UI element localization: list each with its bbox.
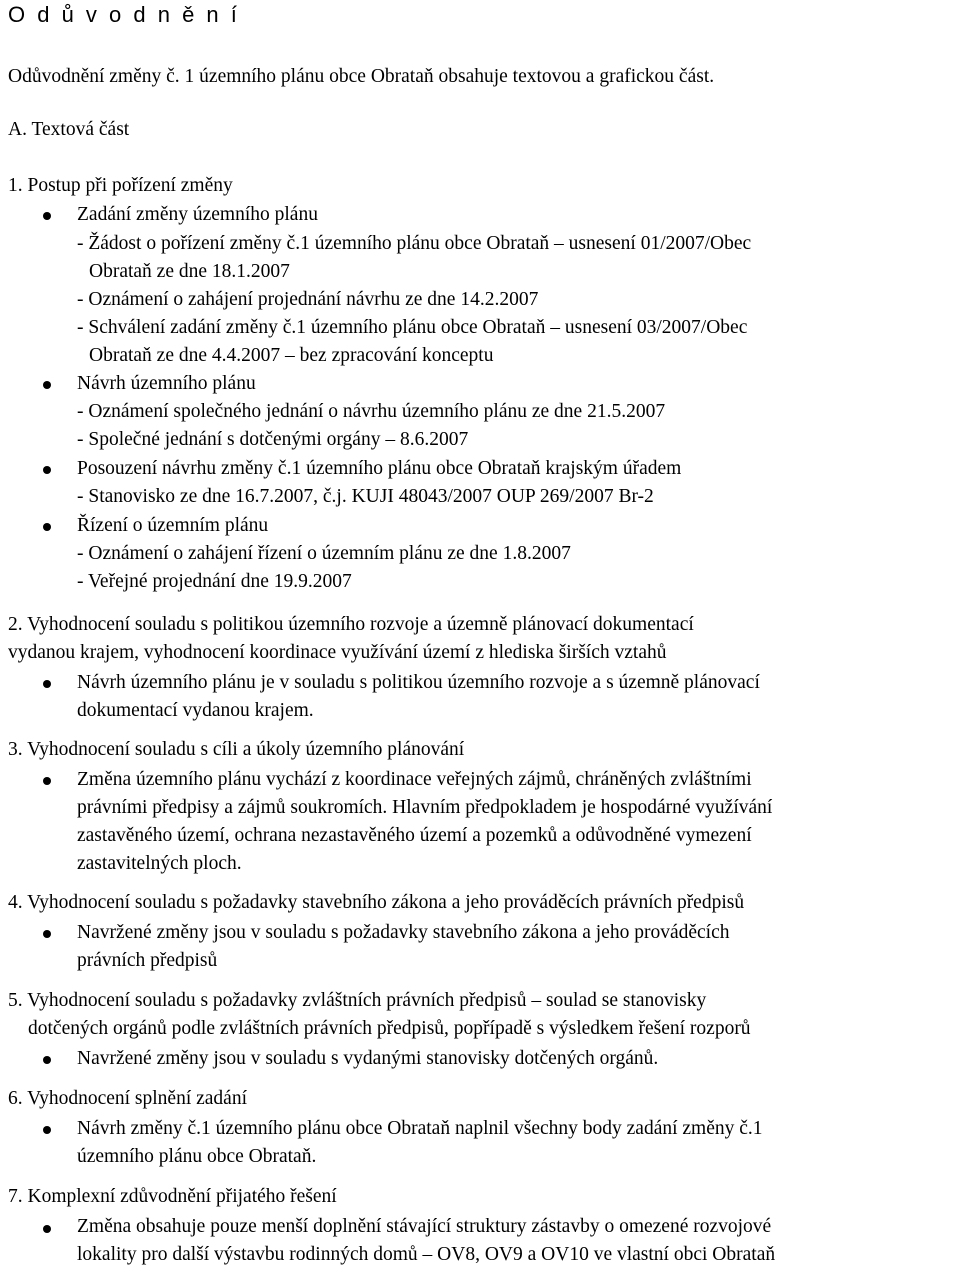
s1-b1-line-5: Obrataň ze dne 4.4.2007 – bez zpracování konceptu [89,345,494,366]
s6-bullet-line-2: územního plánu obce Obrataň. [77,1146,317,1167]
section-4-heading: 4. Vyhodnocení souladu s požadavky stavebního zákona a jeho prováděcích právních předpisů [8,892,745,913]
section-5-heading: 5. Vyhodnocení souladu s požadavky zvláštních právních předpisů – soulad se stanovisky [8,990,707,1011]
s1-b1-line-4: - Schválení zadání změny č.1 územního plánu obce Obrataň – usnesení 03/2007/Obec [77,317,748,338]
section-3-heading: 3. Vyhodnocení souladu s cíli a úkoly územního plánování [8,739,465,760]
s1-b1-line-1: - Žádost o pořízení změny č.1 územního plánu obce Obrataň – usnesení 01/2007/Obec [77,233,752,254]
s7-bullet-line-2: lokality pro další výstavbu rodinných domů – OV8, OV9 a OV10 ve vlastní obci Obrataň [77,1244,776,1265]
s3-bullet-line-2: právními předpisy a zájmů soukromích. Hlavním předpokladem je hospodárné využívání [77,797,773,818]
bullet-icon [43,930,51,938]
s1-b2-line-1: - Oznámení společného jednání o návrhu územního plánu ze dne 21.5.2007 [77,401,666,422]
bullet-icon [43,1126,51,1134]
section-7-heading: 7. Komplexní zdůvodnění přijatého řešení [8,1186,337,1207]
bullet-icon [43,1056,51,1064]
bullet-icon [43,680,51,688]
part-a-heading: A. Textová část [8,119,130,140]
s1-bullet-1: Zadání změny územního plánu [77,204,318,225]
s1-b4-line-2: - Veřejné projednání dne 19.9.2007 [77,571,352,592]
section-2-heading-cont: vydanou krajem, vyhodnocení koordinace využívání území z hlediska širších vztahů [8,642,667,663]
s1-bullet-2: Návrh územního plánu [77,373,256,394]
s2-bullet-line-1: Návrh územního plánu je v souladu s politikou územního rozvoje a s územně plánovací [77,672,760,693]
s1-b4-line-1: - Oznámení o zahájení řízení o územním plánu ze dne 1.8.2007 [77,543,571,564]
s4-bullet-line-2: právních předpisů [77,950,218,971]
s1-b1-line-2: Obrataň ze dne 18.1.2007 [89,261,290,282]
section-2-heading: 2. Vyhodnocení souladu s politikou územního rozvoje a územně plánovací dokumentací [8,614,694,635]
s1-b3-line-1: - Stanovisko ze dne 16.7.2007, č.j. KUJI 48043/2007 OUP 269/2007 Br-2 [77,486,654,507]
s3-bullet-line-3: zastavěného území, ochrana nezastavěného území a pozemků a odůvodněné vymezení [77,825,752,846]
section-1-heading: 1. Postup při pořízení změny [8,175,233,196]
s1-b1-line-3: - Oznámení o zahájení projednání návrhu ze dne 14.2.2007 [77,289,539,310]
s1-bullet-4: Řízení o územním plánu [77,515,269,536]
document-title: O d ů v o d n ě n í [8,2,240,27]
bullet-icon [43,466,51,474]
section-5-heading-cont: dotčených orgánů podle zvláštních právních předpisů, popřípadě s výsledkem řešení rozporů [28,1018,751,1039]
s1-b2-line-2: - Společné jednání s dotčenými orgány – 8.6.2007 [77,429,469,450]
s7-bullet-line-1: Změna obsahuje pouze menší doplnění stávající struktury zástavby o omezené rozvojové [77,1216,772,1237]
s3-bullet-line-4: zastavitelných ploch. [77,853,242,874]
bullet-icon [43,381,51,389]
s4-bullet-line-1: Navržené změny jsou v souladu s požadavky stavebního zákona a jeho prováděcích [77,922,730,943]
section-6-heading: 6. Vyhodnocení splnění zadání [8,1088,248,1109]
s6-bullet-line-1: Návrh změny č.1 územního plánu obce Obrataň naplnil všechny body zadání změny č.1 [77,1118,763,1139]
bullet-icon [43,523,51,531]
s5-bullet-line-1: Navržené změny jsou v souladu s vydanými stanovisky dotčených orgánů. [77,1048,659,1069]
intro-text: Odůvodnění změny č. 1 územního plánu obce Obrataň obsahuje textovou a grafickou část. [8,66,715,87]
bullet-icon [43,1225,51,1233]
s1-bullet-3: Posouzení návrhu změny č.1 územního plánu obce Obrataň krajským úřadem [77,458,682,479]
s3-bullet-line-1: Změna územního plánu vychází z koordinace veřejných zájmů, chráněných zvláštními [77,769,752,790]
s2-bullet-line-2: dokumentací vydanou krajem. [77,700,314,721]
bullet-icon [43,212,51,220]
bullet-icon [43,777,51,785]
